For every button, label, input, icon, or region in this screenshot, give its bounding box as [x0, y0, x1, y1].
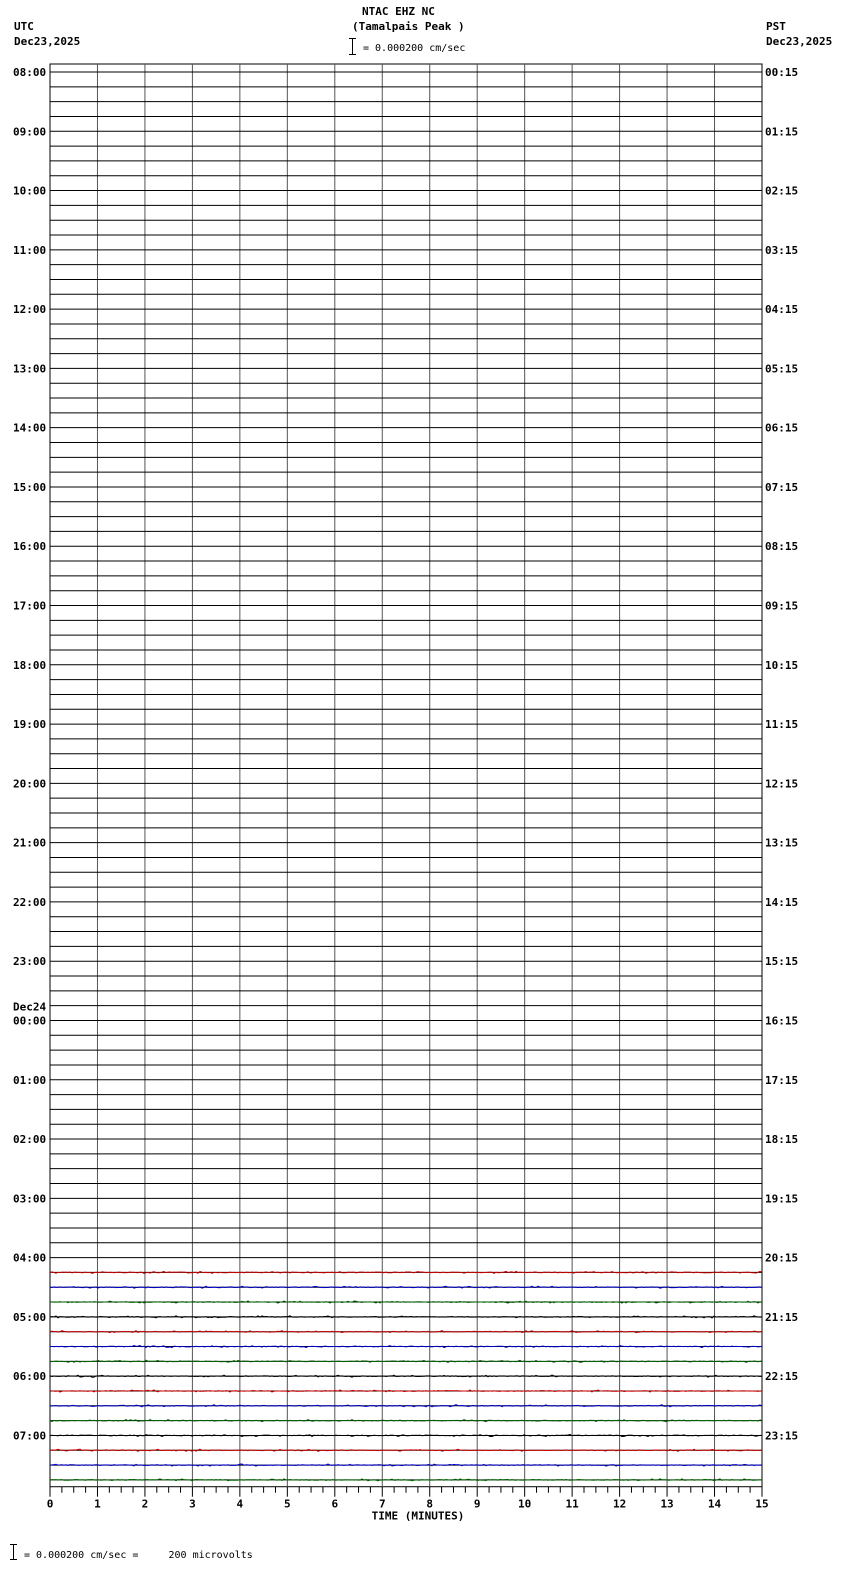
utc-hour-label: 03:00 — [13, 1192, 47, 1206]
pst-hour-label: 07:15 — [765, 480, 799, 494]
utc-hour-label: 22:00 — [13, 895, 47, 909]
pst-hour-label: 14:15 — [765, 895, 799, 909]
utc-hour-label: 00:00 — [13, 1014, 47, 1028]
utc-hour-label: 15:00 — [13, 480, 47, 494]
pst-hour-label: 09:15 — [765, 599, 799, 613]
footer-scale-bar-icon — [10, 1544, 17, 1560]
x-tick-label: 8 — [426, 1497, 434, 1511]
x-tick-label: 14 — [707, 1497, 722, 1511]
utc-hour-label: 14:00 — [13, 421, 47, 435]
utc-hour-label: 12:00 — [13, 303, 47, 317]
left-date-label: Dec23,2025 — [14, 35, 81, 48]
x-tick-label: 10 — [518, 1497, 532, 1511]
station-location: (Tamalpais Peak ) — [352, 20, 465, 33]
x-tick-label: 3 — [189, 1497, 196, 1511]
utc-hour-label: 10:00 — [13, 184, 47, 198]
pst-hour-label: 04:15 — [765, 303, 799, 317]
trace-line — [50, 1405, 762, 1407]
station-title: NTAC EHZ NC — [362, 5, 435, 18]
pst-hour-label: 12:15 — [765, 777, 799, 791]
utc-hour-label: 09:00 — [13, 125, 47, 139]
pst-hour-label: 20:15 — [765, 1251, 799, 1265]
pst-hour-label: 17:15 — [765, 1073, 799, 1087]
utc-hour-label: 23:00 — [13, 955, 47, 969]
utc-hour-label: 17:00 — [13, 599, 47, 613]
pst-hour-label: 03:15 — [765, 243, 799, 257]
pst-hour-label: 11:15 — [765, 718, 799, 732]
trace-line — [50, 1479, 762, 1481]
utc-hour-label: 18:00 — [13, 658, 47, 672]
pst-hour-label: 08:15 — [765, 540, 799, 554]
pst-hour-label: 01:15 — [765, 125, 799, 139]
x-tick-label: 9 — [473, 1497, 481, 1511]
pst-hour-label: 16:15 — [765, 1014, 799, 1028]
pst-hour-label: 13:15 — [765, 836, 799, 850]
utc-hour-label: 04:00 — [13, 1251, 47, 1265]
x-tick-label: 5 — [284, 1497, 291, 1511]
pst-hour-label: 06:15 — [765, 421, 799, 435]
trace-line — [50, 1390, 762, 1392]
x-tick-label: 7 — [378, 1497, 386, 1511]
pst-hour-label: 22:15 — [765, 1370, 799, 1384]
utc-hour-label: 13:00 — [13, 362, 47, 376]
x-axis-label: TIME (MINUTES) — [371, 1509, 465, 1523]
trace-line — [50, 1464, 762, 1466]
utc-hour-label: 08:00 — [13, 66, 47, 79]
x-tick-label: 15 — [755, 1497, 769, 1511]
utc-hour-label: 05:00 — [13, 1310, 47, 1324]
utc-hour-label: 19:00 — [13, 718, 47, 732]
utc-hour-label: 11:00 — [13, 243, 47, 257]
x-tick-label: 6 — [331, 1497, 339, 1511]
pst-hour-label: 02:15 — [765, 184, 799, 198]
utc-hour-label: 16:00 — [13, 540, 47, 554]
pst-hour-label: 10:15 — [765, 658, 799, 672]
pst-hour-label: 19:15 — [765, 1192, 799, 1206]
trace-line — [50, 1434, 762, 1436]
x-tick-label: 0 — [46, 1497, 54, 1511]
pst-hour-label: 21:15 — [765, 1310, 799, 1324]
x-tick-label: 4 — [236, 1497, 244, 1511]
utc-hour-label: 06:00 — [13, 1370, 47, 1384]
pst-hour-label: 15:15 — [765, 955, 799, 969]
left-zone-label: UTC — [14, 20, 34, 33]
x-tick-label: 2 — [141, 1497, 149, 1511]
utc-hour-label: 21:00 — [13, 836, 47, 850]
pst-hour-label: 23:15 — [765, 1429, 799, 1443]
right-zone-label: PST — [766, 20, 786, 33]
utc-hour-label: 20:00 — [13, 777, 47, 791]
x-tick-label: 1 — [94, 1497, 101, 1511]
footer-calibration: = 0.000200 cm/sec = 200 microvolts — [24, 1550, 253, 1561]
trace-line — [50, 1346, 762, 1348]
right-date-label: Dec23,2025 — [766, 35, 833, 48]
scale-text: = 0.000200 cm/sec — [363, 43, 466, 54]
pst-hour-label: 18:15 — [765, 1133, 799, 1147]
x-tick-label: 12 — [612, 1497, 627, 1511]
pst-hour-label: 05:15 — [765, 362, 799, 376]
trace-line — [50, 1375, 762, 1377]
plot-frame — [50, 64, 762, 1487]
utc-hour-label: 01:00 — [13, 1073, 47, 1087]
x-tick-label: 13 — [660, 1497, 674, 1511]
utc-date-label: Dec24 — [13, 1000, 47, 1014]
utc-hour-label: 02:00 — [13, 1133, 47, 1147]
utc-hour-label: 07:00 — [13, 1429, 47, 1443]
trace-line — [50, 1286, 762, 1288]
trace-line — [50, 1420, 762, 1422]
pst-hour-label: 00:15 — [765, 66, 799, 79]
x-tick-label: 11 — [565, 1497, 579, 1511]
